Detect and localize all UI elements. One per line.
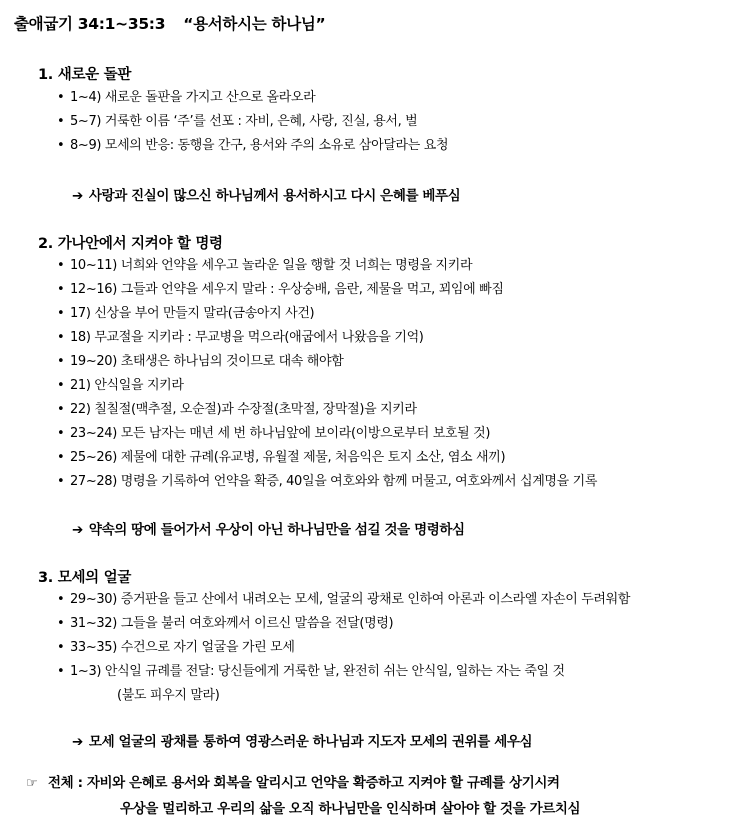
list-item: • 33~35) 수건으로 자기 얼굴을 가린 모세	[56, 636, 630, 660]
arrow-icon: ➔	[72, 734, 83, 750]
list-item: • 27~28) 명령을 기록하여 언약을 확증, 40일을 여호와와 함께 머물고, 여호와께서 십계명을 기록	[56, 470, 597, 494]
section-2-list	[56, 254, 597, 494]
section-heading-2: 2. 가나안에서 지켜야 할 명령	[38, 236, 223, 252]
summary-text: 약속의 땅에 들어가서 우상이 아닌 하나님만을 섬길 것을 명령하심	[88, 522, 465, 538]
overall-line-2: 우상을 멀리하고 우리의 삶을 오직 하나님만을 인식하며 살아야 할 것을 가르치심	[120, 801, 581, 817]
list-item: • 22) 칠칠절(맥추절, 오순절)과 수장절(초막절, 장막절)을 지키라	[56, 398, 597, 422]
list-item: • 21) 안식일을 지키라	[56, 374, 597, 398]
list-item: • 1~4) 새로운 돌판을 가지고 산으로 올라오라	[56, 86, 448, 110]
sermon-title: “용서하시는 하나님”	[183, 15, 326, 33]
document-title	[14, 12, 325, 34]
list-item: • 31~32) 그들을 불러 여호와께서 이르신 말씀을 전달(명령)	[56, 612, 630, 636]
scripture-reference: 출애굽기 34:1~35:3	[14, 15, 166, 33]
list-item: • 17) 신상을 부어 만들지 말라(금송아지 사건)	[56, 302, 597, 326]
arrow-icon: ➔	[72, 188, 83, 204]
overall-line-1	[26, 770, 580, 796]
section-2-summary	[72, 518, 465, 538]
list-item-text: 1~3) 안식일 규례를 전달: 당신들에게 거룩한 날, 완전히 쉬는 안식일, 일하는 자는 죽일 것	[70, 664, 565, 679]
summary-text: 사랑과 진실이 많으신 하나님께서 용서하시고 다시 은혜를 베푸심	[88, 188, 461, 204]
list-item: • 18) 무교절을 지키라 : 무교병을 먹으라(애굽에서 나왔음을 기억)	[56, 326, 597, 350]
section-heading-3: 3. 모세의 얼굴	[38, 570, 132, 586]
arrow-icon: ➔	[72, 522, 83, 538]
section-1-summary	[72, 184, 460, 204]
list-item	[56, 660, 630, 708]
list-item-continuation: (불도 피우지 말라)	[117, 688, 220, 703]
list-item: • 23~24) 모든 남자는 매년 세 번 하나님앞에 보이라(이방으로부터 보호될 것)	[56, 422, 597, 446]
list-item: • 5~7) 거룩한 이름 ‘주’를 선포 : 자비, 은혜, 사랑, 진실, 용서, 벌	[56, 110, 448, 134]
overall-summary	[26, 770, 580, 822]
list-item: • 19~20) 초태생은 하나님의 것이므로 대속 해야함	[56, 350, 597, 374]
section-1-list	[56, 86, 448, 158]
section-heading-1: 1. 새로운 돌판	[38, 67, 132, 83]
section-3-summary	[72, 730, 532, 750]
list-item: • 29~30) 증거판을 들고 산에서 내려오는 모세, 얼굴의 광채로 인하여 아론과 이스라엘 자손이 두려워함	[56, 588, 630, 612]
list-item: • 12~16) 그들과 언약을 세우지 말라 : 우상숭배, 음란, 제물을 먹고, 꾀임에 빠짐	[56, 278, 597, 302]
list-item: • 8~9) 모세의 반응: 동행을 간구, 용서와 주의 소유로 삼아달라는 요청	[56, 134, 448, 158]
overall-text-1: 전체 : 자비와 은혜로 용서와 회복을 알리시고 언약을 확증하고 지켜야 할 규례를 상기시켜	[48, 775, 560, 791]
hand-pointing-icon: ☞	[26, 776, 38, 791]
list-item: • 25~26) 제물에 대한 규례(유교병, 유월절 제물, 처음익은 토지 소산, 염소 새끼)	[56, 446, 597, 470]
list-item: • 10~11) 너희와 언약을 세우고 놀라운 일을 행할 것 너희는 명령을 지키라	[56, 254, 597, 278]
section-3-list	[56, 588, 630, 708]
summary-text: 모세 얼굴의 광채를 통하여 영광스러운 하나님과 지도자 모세의 권위를 세우심	[88, 734, 533, 750]
